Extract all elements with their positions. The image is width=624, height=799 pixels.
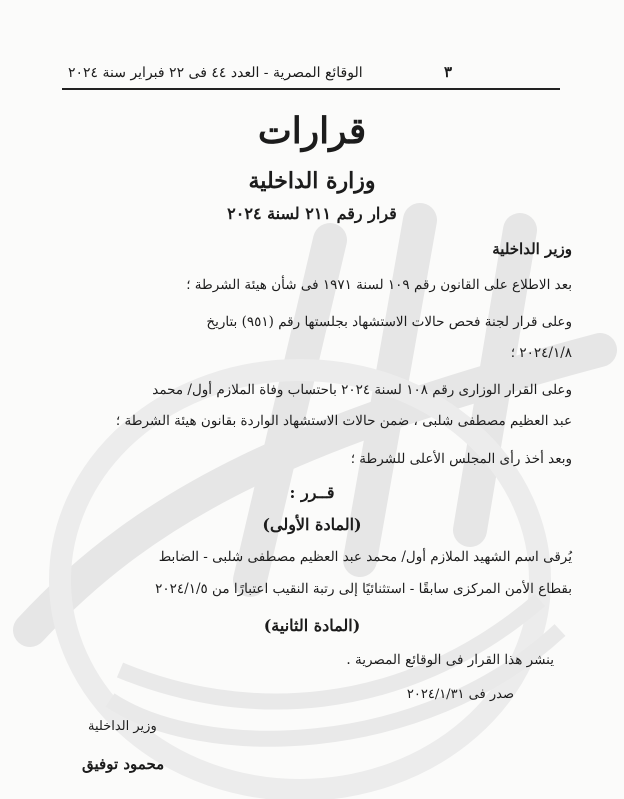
article-1-line: بقطاع الأمن المركزى سابقًا - استثنائيًا إلى رتبة النقيب اعتبارًا من ٢٠٢٤/١/٥ <box>155 581 572 597</box>
header-rule <box>62 88 560 90</box>
decided-heading: قــرر : <box>289 483 335 502</box>
preamble-line: وعلى القرار الوزارى رقم ١٠٨ لسنة ٢٠٢٤ باحتساب وفاة الملازم أول/ محمد <box>152 382 572 398</box>
preamble-line: وعلى قرار لجنة فحص حالات الاستشهاد بجلستها رقم (٩٥١) بتاريخ <box>206 314 572 330</box>
ministry-name: وزارة الداخلية <box>248 168 376 194</box>
publication-line: الوقائع المصرية - العدد ٤٤ فى ٢٢ فبراير سنة ٢٠٢٤ <box>68 65 363 81</box>
article-2-title: (المادة الثانية) <box>263 616 361 635</box>
article-1-title: (المادة الأولى) <box>262 515 362 534</box>
preamble-line: ٢٠٢٤/١/٨ ؛ <box>510 345 572 361</box>
preamble-line: بعد الاطلاع على القانون رقم ١٠٩ لسنة ١٩٧١ فى شأن هيئة الشرطة ؛ <box>186 277 572 293</box>
decision-number: قرار رقم ٢١١ لسنة ٢٠٢٤ <box>227 204 397 223</box>
issue-date: صدر فى ٢٠٢٤/١/٣١ <box>406 687 514 702</box>
section-title: قرارات <box>257 110 367 152</box>
preamble-line: وبعد أخذ رأى المجلس الأعلى للشرطة ؛ <box>350 451 572 467</box>
running-header <box>68 63 452 85</box>
page-number: ٣ <box>443 63 452 81</box>
article-1-line: يُرقى اسم الشهيد الملازم أول/ محمد عبد العظيم مصطفى شلبى - الضابط <box>158 549 572 565</box>
preamble-line: عبد العظيم مصطفى شلبى ، ضمن حالات الاستشهاد الواردة بقانون هيئة الشرطة ؛ <box>115 413 572 429</box>
article-2-line: ينشر هذا القرار فى الوقائع المصرية . <box>346 652 554 668</box>
signature-name: محمود توفيق <box>82 755 165 773</box>
signature-role: وزير الداخلية <box>88 719 157 734</box>
issuer-heading: وزير الداخلية <box>492 240 572 258</box>
